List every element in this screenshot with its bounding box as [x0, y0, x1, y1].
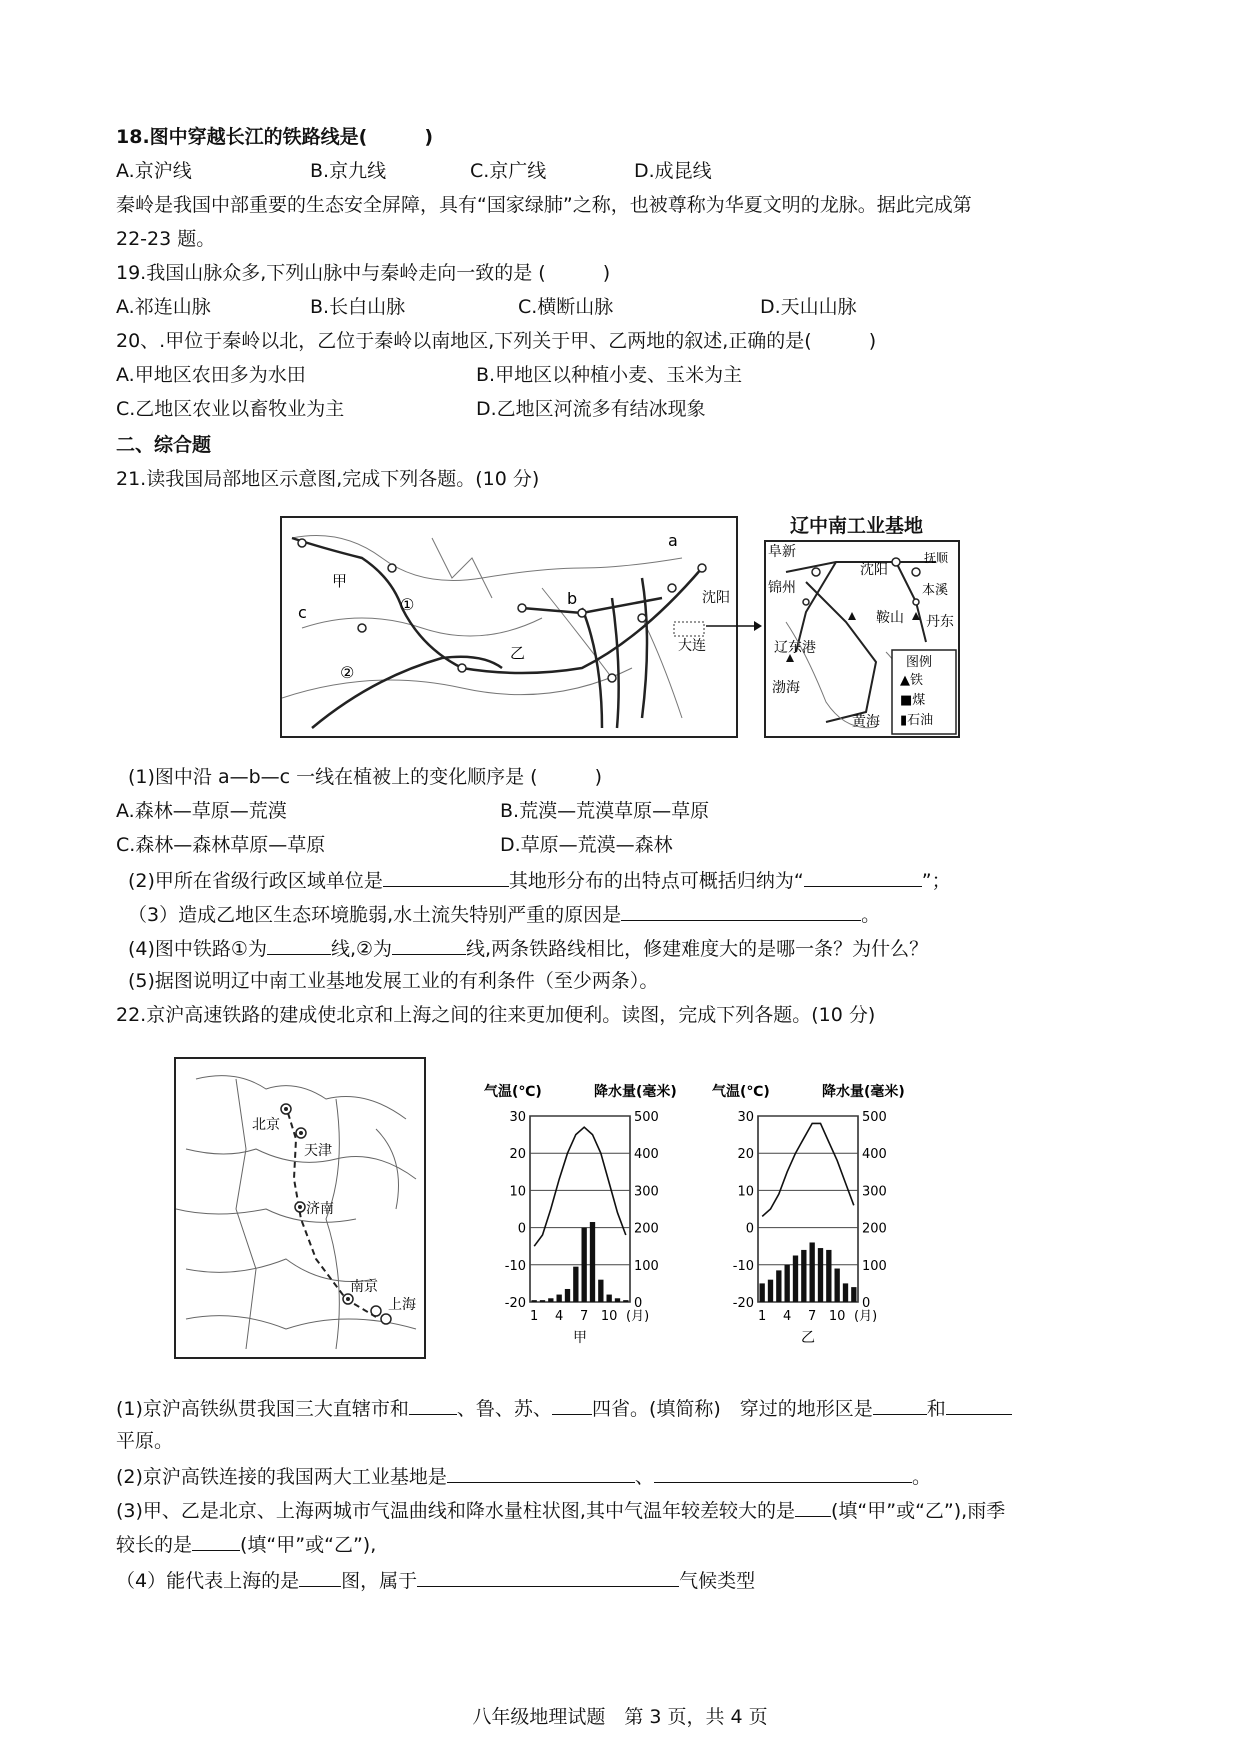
inset-sea-huanghai: 黄海 — [852, 714, 880, 730]
inset-legend-oil: ▮石油 — [900, 713, 934, 728]
q22-sub2-blank-1[interactable] — [447, 1462, 635, 1483]
q19-option-c: C.横断山脉 — [518, 296, 614, 318]
map-label-a: a — [668, 531, 678, 550]
yi-temp-tick-1: 20 — [737, 1147, 754, 1163]
yi-temp-tick-5: -20 — [732, 1296, 754, 1311]
q21-arrow-icon — [706, 618, 762, 634]
q20-option-c: C.乙地区农业以畜牧业为主 — [116, 398, 345, 420]
jia-temp-tick-4: -10 — [504, 1258, 526, 1274]
inset-city-dandong: 丹东 — [926, 614, 954, 630]
yi-bar-month-6 — [801, 1250, 806, 1302]
q21-sub2-blank-1[interactable] — [383, 866, 509, 887]
jia-bar-month-6 — [573, 1267, 578, 1302]
q20-option-b: B.甲地区以种植小麦、玉米为主 — [476, 364, 743, 386]
q21-sub1-option-a: A.森林—草原—荒漠 — [116, 800, 287, 822]
yi-ylabel-left: 气温(℃) — [712, 1084, 770, 1100]
passage-line-2: 22-23 题。 — [116, 228, 216, 250]
q18-option-a: A.京沪线 — [116, 160, 192, 182]
yi-bar-month-7 — [810, 1242, 815, 1302]
map-label-yi: 乙 — [510, 644, 526, 662]
yi-bar-month-1 — [760, 1283, 765, 1302]
inset-city-fuxin: 阜新 — [768, 544, 796, 560]
jia-precip-tick-4: 100 — [634, 1258, 659, 1274]
map-label-c: c — [298, 603, 307, 622]
yi-bar-month-3 — [776, 1270, 781, 1302]
yi-bar-month-8 — [818, 1248, 823, 1302]
map-label-jia: 甲 — [332, 572, 348, 590]
q22-sub4: （4）能代表上海的是 图，属于 气候类型 — [116, 1566, 755, 1594]
q18-stem: 18.图中穿越长江的铁路线是( ) — [116, 126, 434, 148]
q21-sub3: （3）造成乙地区生态环境脆弱,水土流失特别严重的原因是 。 — [128, 900, 880, 928]
yi-temp-tick-3: 0 — [745, 1221, 754, 1237]
section-title: 二、综合题 — [116, 434, 212, 456]
jia-ylabel-left: 气温(℃) — [484, 1084, 542, 1100]
jia-x-tick-0: 1 — [530, 1309, 539, 1324]
map-label-route2: ② — [340, 663, 355, 682]
yi-x-tick-2: 7 — [808, 1309, 817, 1324]
yi-temp-tick-0: 30 — [737, 1110, 754, 1125]
jia-bar-month-2 — [540, 1300, 545, 1302]
page-footer: 八年级地理试题 第 3 页，共 4 页 — [472, 1706, 768, 1728]
yi-bar-month-5 — [793, 1256, 798, 1303]
q20-option-a: A.甲地区农田多为水田 — [116, 364, 306, 386]
q22-stem: 22.京沪高速铁路的建成使北京和上海之间的往来更加便利。读图，完成下列各题。(10 分) — [116, 1004, 876, 1026]
jia-ylabel-right: 降水量(毫米) — [594, 1084, 677, 1100]
q20-option-d: D.乙地区河流多有结冰现象 — [476, 398, 706, 420]
q22-sub1-blank-3[interactable] — [873, 1394, 927, 1415]
q21-sub1-option-c: C.森林—森林草原—草原 — [116, 834, 326, 856]
yi-precip-tick-3: 200 — [862, 1221, 887, 1237]
map-label-shenyang: 沈阳 — [702, 590, 730, 606]
yi-xlabel: (月) — [854, 1309, 878, 1324]
jia-bar-month-8 — [590, 1222, 595, 1302]
yi-plot-frame — [758, 1116, 858, 1302]
q21-sub4: (4)图中铁路①为 线,②为 线,两条铁路线相比，修建难度大的是哪一条？为什么？ — [128, 934, 928, 962]
q22-sub4-blank-2[interactable] — [417, 1566, 679, 1587]
q21-sub5: (5)据图说明辽中南工业基地发展工业的有利条件（至少两条）。 — [128, 970, 659, 992]
jia-precip-tick-1: 400 — [634, 1147, 659, 1163]
yi-bar-month-10 — [835, 1269, 840, 1302]
q21-sub4-blank-1[interactable] — [267, 934, 331, 955]
q22-sub1-cont: 平原。 — [116, 1430, 174, 1452]
yi-x-tick-3: 10 — [828, 1309, 846, 1324]
yi-temp-tick-2: 10 — [737, 1184, 754, 1200]
q22-sub1-blank-2[interactable] — [552, 1394, 592, 1415]
jia-bar-month-12 — [623, 1300, 628, 1302]
q21-inset-map — [764, 540, 960, 738]
yi-precip-tick-5: 0 — [862, 1296, 871, 1311]
inset-legend-coal: ■煤 — [900, 693, 926, 708]
q22-sub1-blank-4[interactable] — [946, 1394, 1012, 1415]
yi-x-tick-0: 1 — [758, 1309, 767, 1324]
inset-city-jinzhou: 锦州 — [768, 580, 796, 596]
q18-option-d: D.成昆线 — [634, 160, 712, 182]
jia-xlabel: (月) — [626, 1309, 650, 1324]
q18-option-c: C.京广线 — [470, 160, 547, 182]
q21-sub1-option-d: D.草原—荒漠—森林 — [500, 834, 673, 856]
yi-bar-month-12 — [851, 1287, 856, 1302]
jia-bar-month-7 — [582, 1228, 587, 1302]
q22-sub2-blank-2[interactable] — [654, 1462, 912, 1483]
inset-legend-title: 图例 — [906, 655, 933, 670]
q19-option-b: B.长白山脉 — [310, 296, 406, 318]
q22-sub3-cont: 较长的是 (填“甲”或“乙”), — [116, 1530, 376, 1558]
q22-sub3: (3)甲、乙是北京、上海两城市气温曲线和降水量柱状图,其中气温年较差较大的是 (填“甲”或“乙”),雨季 — [116, 1496, 1005, 1524]
jia-precip-tick-2: 300 — [634, 1184, 659, 1200]
map-label-b: b — [567, 589, 578, 608]
jia-bar-month-4 — [557, 1295, 562, 1302]
yi-bar-month-4 — [785, 1265, 790, 1302]
yi-chart-title: 乙 — [801, 1330, 815, 1346]
q21-sub2: (2)甲所在省级行政区域单位是 其地形分布的出特点可概括归纳为“ ”； — [128, 866, 951, 894]
jia-bar-month-5 — [565, 1289, 570, 1302]
q19-option-a: A.祁连山脉 — [116, 296, 211, 318]
yi-temp-line — [762, 1123, 854, 1216]
jia-x-tick-3: 10 — [600, 1309, 618, 1324]
jia-bar-month-9 — [598, 1280, 603, 1302]
q19-option-d: D.天山山脉 — [760, 296, 857, 318]
jia-precip-tick-0: 500 — [634, 1110, 659, 1125]
q21-stem: 21.读我国局部地区示意图,完成下列各题。(10 分) — [116, 468, 540, 490]
q22-sub1-blank-1[interactable] — [409, 1394, 457, 1415]
jia-temp-tick-2: 10 — [509, 1184, 526, 1200]
jia-x-tick-2: 7 — [580, 1309, 589, 1324]
jia-bar-month-11 — [615, 1298, 620, 1302]
q21-sub3-blank[interactable] — [621, 900, 861, 921]
jia-temp-line — [534, 1127, 626, 1246]
jia-chart-title: 甲 — [573, 1330, 587, 1346]
q21-sub1-option-b: B.荒漠—荒漠草原—草原 — [500, 800, 710, 822]
q22-city-jinan: 济南 — [306, 1201, 334, 1217]
inset-sea-bohai: 渤海 — [772, 680, 800, 696]
inset-city-shenyang: 沈阳 — [860, 562, 888, 578]
inset-city-benxi: 本溪 — [922, 583, 949, 598]
inset-title: 辽中南工业基地 — [790, 515, 924, 537]
map-label-dalian: 大连 — [678, 638, 706, 654]
q22-sub3-blank-1[interactable] — [795, 1496, 831, 1517]
climate-chart-jia — [482, 1080, 702, 1360]
q20-stem: 20、.甲位于秦岭以北，乙位于秦岭以南地区,下列关于甲、乙两地的叙述,正确的是( ) — [116, 330, 877, 352]
map-label-route1: ① — [400, 595, 415, 614]
yi-bar-month-2 — [768, 1280, 773, 1302]
q22-sub4-blank-1[interactable] — [299, 1566, 341, 1587]
jia-bar-month-3 — [548, 1298, 553, 1302]
q22-city-beijing: 北京 — [252, 1117, 280, 1133]
q21-sub4-blank-2[interactable] — [392, 934, 466, 955]
q22-map — [174, 1057, 426, 1359]
yi-precip-tick-4: 100 — [862, 1258, 887, 1274]
q22-city-nanjing: 南京 — [350, 1279, 378, 1295]
jia-bar-month-10 — [607, 1295, 612, 1302]
yi-precip-tick-1: 400 — [862, 1147, 887, 1163]
inset-map-svg — [766, 542, 958, 736]
yi-ylabel-right: 降水量(毫米) — [822, 1084, 905, 1100]
q22-sub3-blank-2[interactable] — [192, 1530, 240, 1551]
jia-temp-tick-0: 30 — [509, 1110, 526, 1125]
yi-precip-tick-2: 300 — [862, 1184, 887, 1200]
yi-precip-tick-0: 500 — [862, 1110, 887, 1125]
yi-bar-month-9 — [826, 1250, 831, 1302]
jia-temp-tick-5: -20 — [504, 1296, 526, 1311]
jia-temp-tick-1: 20 — [509, 1147, 526, 1163]
climate-chart-yi — [710, 1080, 930, 1360]
q22-city-tianjin: 天津 — [304, 1143, 332, 1159]
q21-sub1: (1)图中沿 a—b—c 一线在植被上的变化顺序是 ( ) — [128, 766, 603, 788]
yi-temp-tick-4: -10 — [732, 1258, 754, 1274]
q19-stem: 19.我国山脉众多,下列山脉中与秦岭走向一致的是 ( ) — [116, 262, 611, 284]
jia-precip-tick-5: 0 — [634, 1296, 643, 1311]
inset-legend-iron: ▲铁 — [900, 673, 923, 688]
inset-city-fushun: 抚顺 — [924, 551, 949, 565]
inset-city-liaodong: 辽东港 — [774, 640, 816, 656]
jia-x-tick-1: 4 — [555, 1309, 564, 1324]
q21-main-map — [280, 516, 738, 738]
jia-bar-month-1 — [532, 1300, 537, 1302]
yi-bar-month-11 — [843, 1283, 848, 1302]
inset-city-anshan: 鞍山 — [876, 610, 904, 626]
q21-sub2-blank-2[interactable] — [804, 866, 922, 887]
jia-plot-frame — [530, 1116, 630, 1302]
jia-temp-tick-3: 0 — [517, 1221, 526, 1237]
q22-sub1: (1)京沪高铁纵贯我国三大直辖市和 、鲁、苏、 四省。(填简称) 穿过的地形区是 和 — [116, 1394, 1012, 1422]
q22-sub2: (2)京沪高铁连接的我国两大工业基地是 、 。 — [116, 1462, 931, 1490]
passage-line-1: 秦岭是我国中部重要的生态安全屏障，具有“国家绿肺”之称，也被尊称为华夏文明的龙脉。据此完成第 — [116, 194, 972, 216]
yi-x-tick-1: 4 — [783, 1309, 792, 1324]
q22-map-svg — [176, 1059, 424, 1357]
q22-city-shanghai: 上海 — [388, 1297, 416, 1313]
q18-option-b: B.京九线 — [310, 160, 387, 182]
q21-map-svg — [282, 518, 736, 736]
jia-precip-tick-3: 200 — [634, 1221, 659, 1237]
